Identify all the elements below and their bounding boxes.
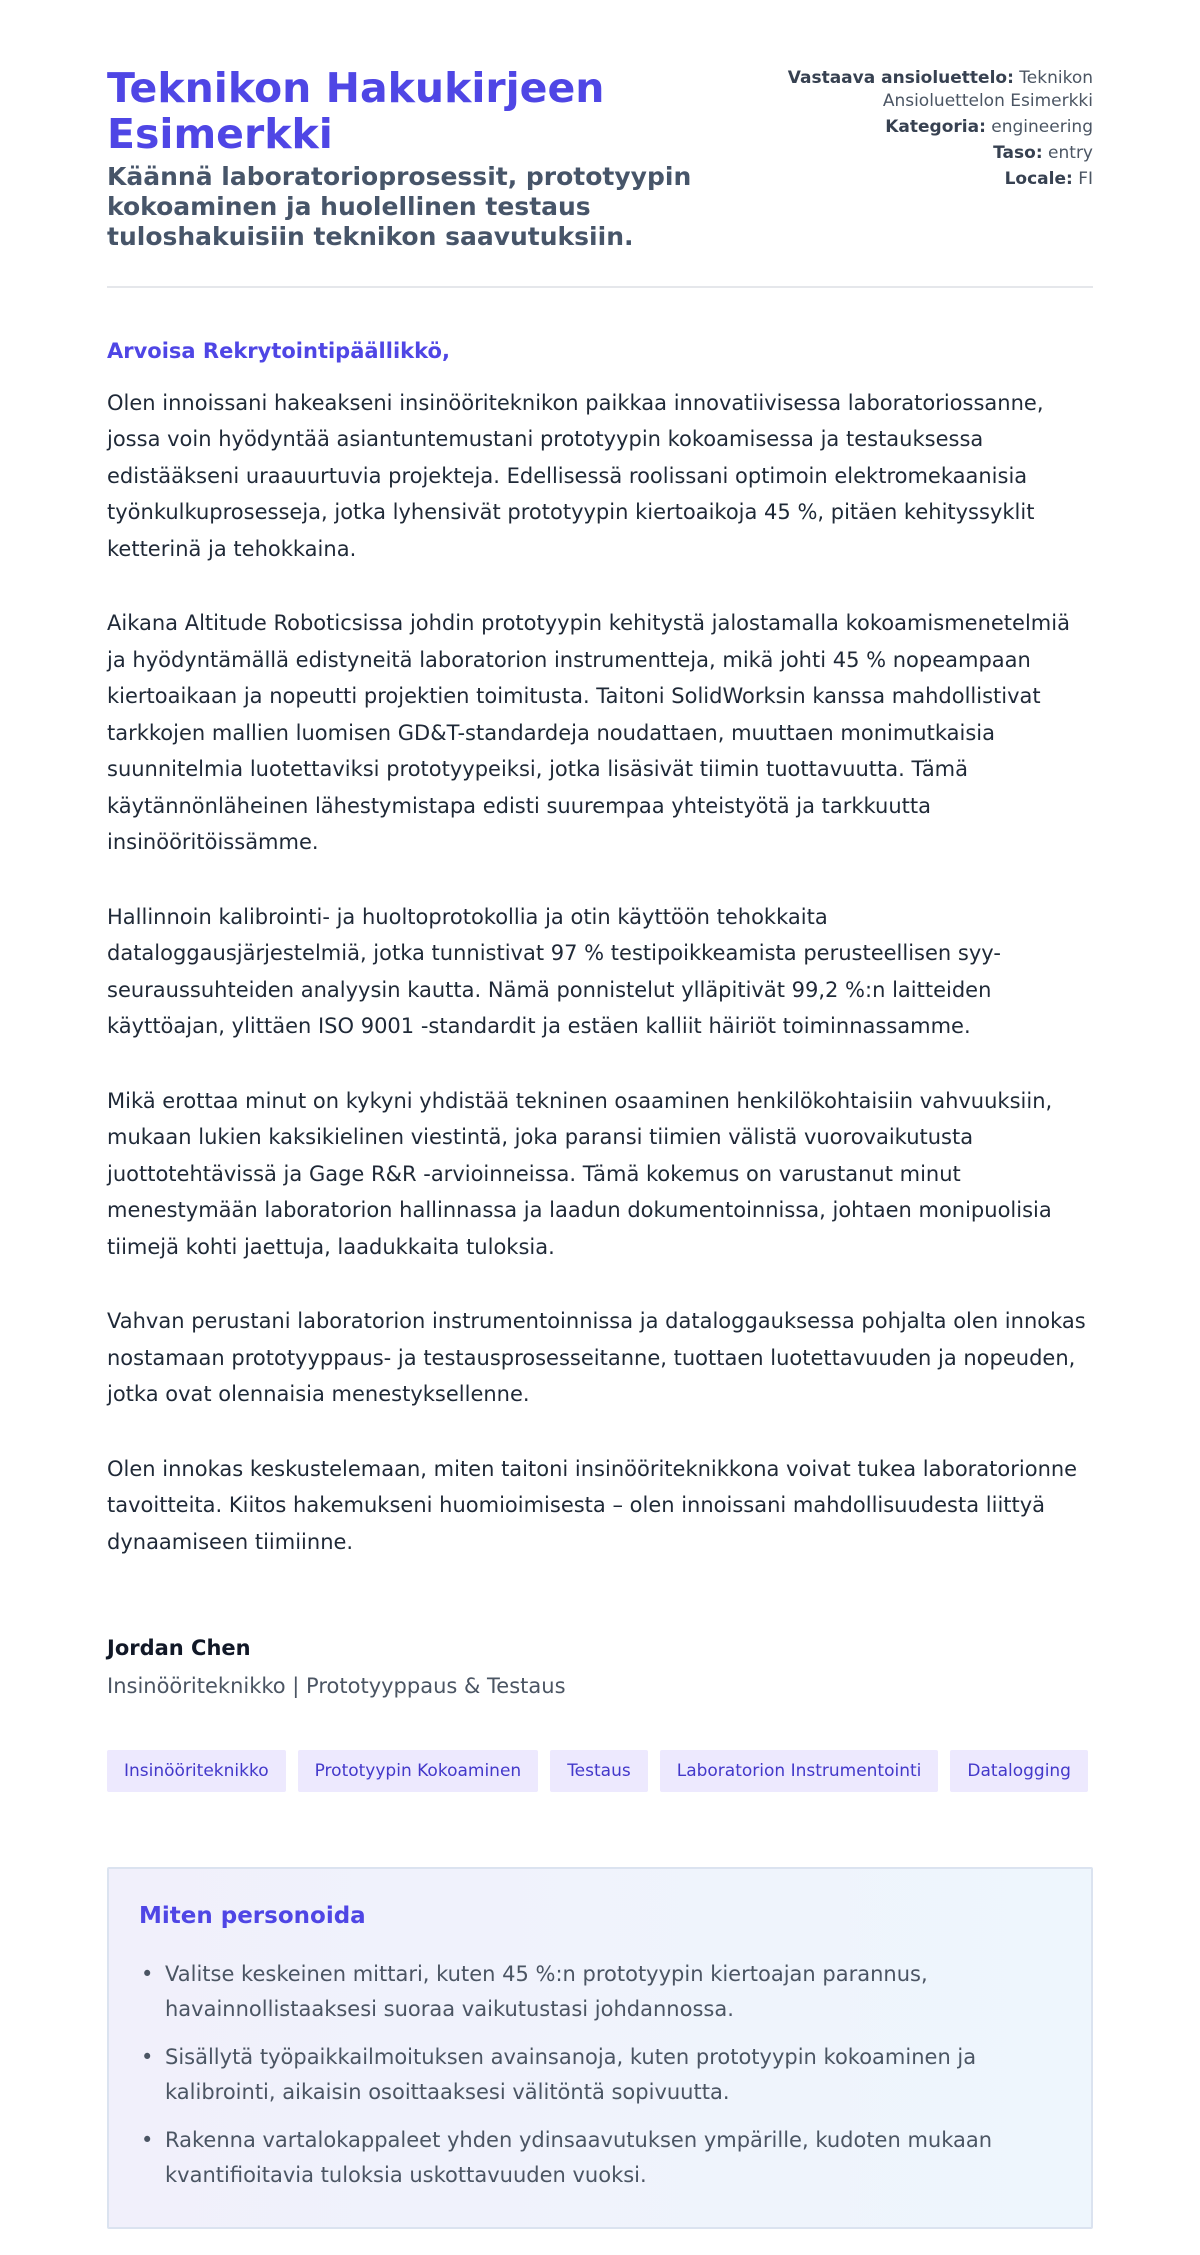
meta-category: [783, 116, 1093, 139]
tip-text: Rakenna vartalokappaleet yhden ydinsaavutuksen ympärille, kudoten mukaan kvantifioitavia tuloksia uskottavuuden vuoksi.: [165, 2128, 993, 2188]
tag: Testaus: [550, 1750, 648, 1792]
page-header: [107, 66, 1093, 288]
meta-key: Locale:: [1004, 168, 1073, 189]
tag: Datalogging: [950, 1750, 1088, 1792]
letter-paragraph: Aikana Altitude Roboticsissa johdin prototyypin kehitystä jalostamalla kokoamismenetelmiä ja hyödyntämällä edistyneitä laboratorion instrumentteja, mikä johti 45 % nopeampaan kiertoaikaan ja nopeutti projektien toimitusta. Taitoni SolidWorksin kanssa mahdollistivat tarkkojen mallien luomisen GD&T-standardeja noudattaen, muuttaen monimutkaisia suunnitelmia luotettaviksi prototyypeiksi, jotka lisäsivät tiimin tuottavuutta. Tämä käytännönläheinen lähestymistapa edisti suurempaa yhteistyötä ja tarkkuutta insinööritöissämme.: [107, 611, 1070, 855]
bullet-icon: •: [141, 1962, 154, 1987]
tip-item: [139, 2040, 1061, 2110]
tag: Prototyypin Kokoaminen: [298, 1750, 539, 1792]
letter-paragraph: Vahvan perustani laboratorion instrumentoinnissa ja dataloggauksessa pohjalta olen innokas nostamaan prototyyppaus- ja testausprosesseitanne, tuottaen luotettavuuden ja nopeuden, jotka ovat olennaisia menestyksellenne.: [107, 1309, 1086, 1407]
bullet-icon: •: [141, 2045, 154, 2070]
meta-value: engineering: [991, 116, 1093, 137]
tag: Laboratorion Instrumentointi: [660, 1750, 939, 1792]
meta-matching-resume: [783, 67, 1093, 113]
letter-paragraph: Hallinnoin kalibrointi- ja huoltoprotokollia ja otin käyttöön tehokkaita dataloggausjärjestelmiä, jotka tunnistivat 97 % testipoikkeamista perusteellisen syy-seuraussuhteiden analyysin kautta. Nämä ponnistelut ylläpitivät 99,2 %:n laitteiden käyttöajan, ylittäen ISO 9001 -standardit ja estäen kalliit häiriöt toiminnassamme.: [107, 904, 1001, 1039]
letter-paragraph: Olen innokas keskustelemaan, miten taitoni insinööriteknikkona voivat tukea laboratorionne tavoitteita. Kiitos hakemukseni huomioimisesta – olen innoissani mahdollisuudesta liittyä dynaamiseen tiimiinne.: [107, 1456, 1078, 1554]
tip-item: [139, 2123, 1061, 2193]
tag: Insinööriteknikko: [107, 1750, 286, 1792]
page-subtitle: Käännä laboratorioprosessit, prototyypin kokoaminen ja huolellinen testaus tuloshakuisiin teknikon saavutuksiin.: [107, 161, 692, 251]
meta-key: Kategoria:: [885, 116, 986, 137]
letter-greeting: Arvoisa Rekrytointipäällikkö,: [107, 338, 450, 363]
tips-list: [139, 1957, 1061, 2193]
signature-role: Insinööriteknikko | Prototyyppaus & Testaus: [107, 1674, 566, 1699]
meta-key: Taso:: [993, 142, 1043, 163]
meta-value: Teknikon Ansioluettelon Esimerkki: [882, 68, 1093, 111]
letter-paragraph: Olen innoissani hakeakseni insinööriteknikon paikkaa innovatiivisessa laboratoriossanne, jossa voin hyödyntää asiantuntemustani prototyypin kokoamisessa ja testauksessa edistääkseni uraauurtuvia projekteja. Edellisessä roolissani optimoin elektromekaanisia työnkulkuprosesseja, jotka lyhensivät prototyypin kiertoaikoja 45 %, pitäen kehityssyklit ketterinä ja tehokkaina.: [107, 390, 1044, 561]
signature-block: [107, 1636, 1093, 1698]
personalization-tips: [107, 1867, 1093, 2229]
letter-body: [107, 339, 1093, 1561]
page-title: Teknikon Hakukirjeen Esimerkki: [107, 64, 605, 158]
meta-value: FI: [1078, 168, 1093, 189]
meta-key: Vastaava ansioluettelo:: [787, 68, 1014, 88]
signature-name: Jordan Chen: [107, 1636, 251, 1661]
meta-value: entry: [1048, 142, 1093, 163]
metadata-panel: [783, 66, 1093, 194]
letter-paragraph: Mikä erottaa minut on kykyni yhdistää tekninen osaaminen henkilökohtaisiin vahvuuksiin, mukaan lukien kaksikielinen viestintä, joka paransi tiimien välistä vuorovaikutusta juottotehtävissä ja Gage R&R -arvioinneissa. Tämä kokemus on varustanut minut menestymään laboratorion hallinnassa ja laadun dokumentoinnissa, johtaen monipuolisia tiimejä kohti jaettuja, laadukkaita tuloksia.: [107, 1088, 1053, 1259]
tip-text: Sisällytä työpaikkailmoituksen avainsanoja, kuten prototyypin kokoaminen ja kalibrointi, aikaisin osoittaaksesi välitöntä sopivuutta.: [165, 2045, 977, 2105]
bullet-icon: •: [141, 2128, 154, 2153]
meta-level: [783, 142, 1093, 165]
header-titles: [107, 66, 783, 252]
tips-title: Miten personoida: [139, 1903, 366, 1930]
tip-text: Valitse keskeinen mittari, kuten 45 %:n prototyypin kiertoajan parannus, havainnollistaaksesi suoraa vaikutustasi johdannossa.: [165, 1962, 928, 2022]
tag-list: [107, 1750, 1093, 1792]
meta-locale: [783, 168, 1093, 191]
tip-item: [139, 1957, 1061, 2027]
